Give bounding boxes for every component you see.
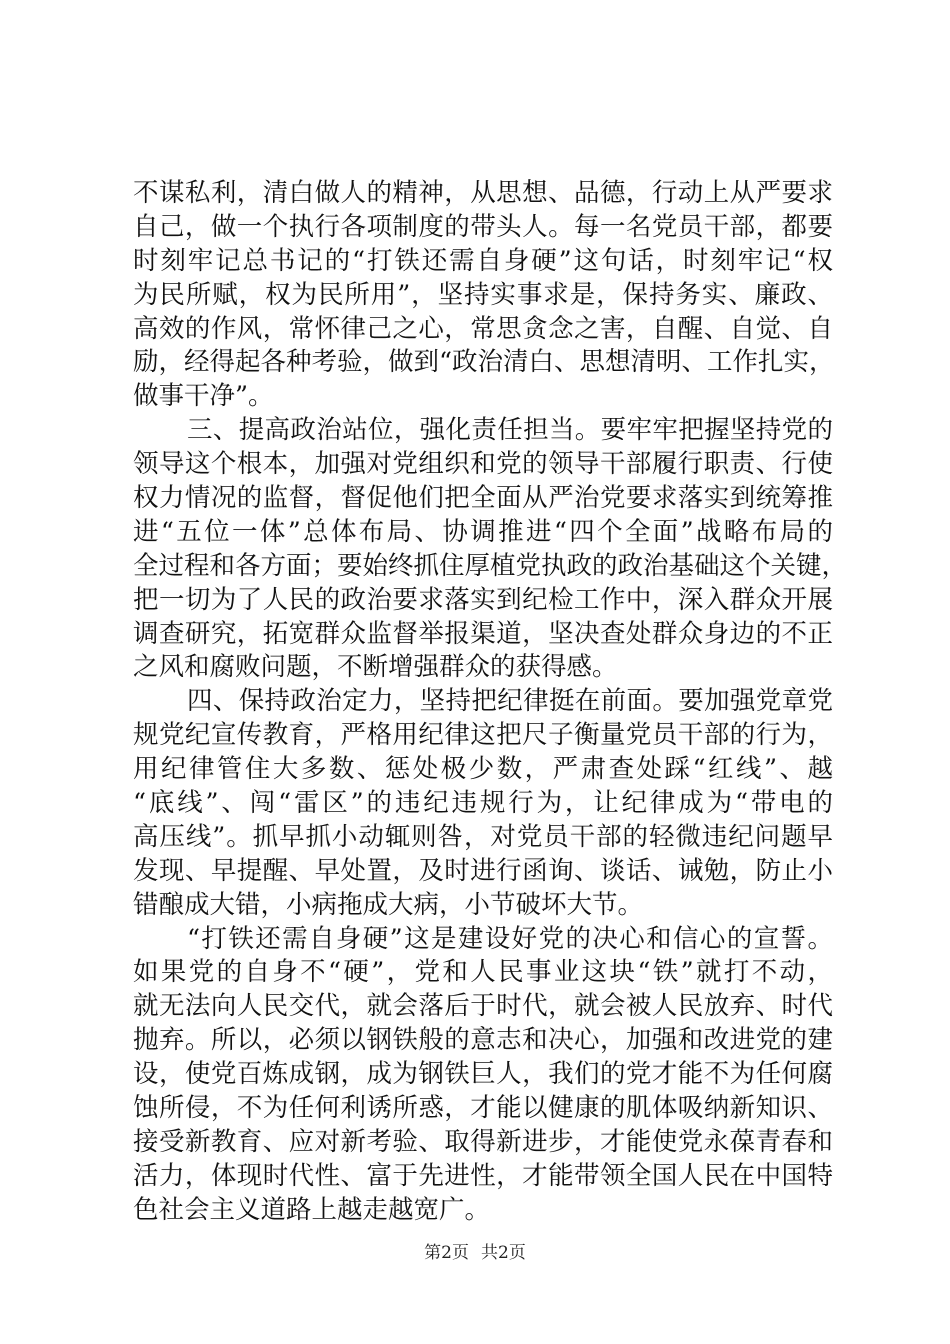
total-pages: 共2页 [481, 1243, 526, 1263]
text-line: 接受新教育、应对新考验、取得新进步，才能使党永葆青春和 [133, 1126, 833, 1157]
text-line: 错酿成大错，小病拖成大病，小节破坏大节。 [133, 889, 644, 920]
text-line: 抛弃。所以，必须以钢铁般的意志和决心，加强和改进党的建 [133, 1025, 833, 1056]
section-heading-line: 四、保持政治定力，坚持把纪律挺在前面。要加强党章党 [187, 686, 833, 717]
text-line: 把一切为了人民的政治要求落实到纪检工作中，深入群众开展 [133, 584, 833, 615]
text-line: 蚀所侵，不为任何利诱所惑，才能以健康的肌体吸纳新知识、 [133, 1093, 833, 1124]
text-line: 为民所赋，权为民所用”，坚持实事求是，保持务实、廉政、 [133, 279, 833, 310]
document-body [133, 177, 848, 1228]
text-line: 设，使党百炼成钢，成为钢铁巨人，我们的党才能不为任何腐 [133, 1059, 833, 1090]
text-line: 进“五位一体”总体布局、协调推进“四个全面”战略布局的 [133, 516, 833, 547]
section-heading-line: 三、提高政治站位，强化责任担当。要牢牢把握坚持党的 [187, 415, 833, 446]
text-line: 规党纪宣传教育，严格用纪律这把尺子衡量党员干部的行为， [133, 720, 833, 751]
text-line: 领导这个根本，加强对党组织和党的领导干部履行职责、行使 [133, 449, 833, 480]
text-line: 自己，做一个执行各项制度的带头人。每一名党员干部，都要 [133, 211, 833, 242]
text-line: “底线”、闯“雷区”的违纪违规行为，让纪律成为“带电的 [133, 788, 833, 819]
text-line: 励，经得起各种考验，做到“政治清白、思想清明、工作扎实， [133, 347, 835, 378]
page-footer [0, 1238, 950, 1263]
text-line: 权力情况的监督，督促他们把全面从严治党要求落实到统筹推 [133, 483, 833, 514]
text-line: 色社会主义道路上越走越宽广。 [133, 1194, 491, 1225]
text-line: 之风和腐败问题，不断增强群众的获得感。 [133, 652, 618, 683]
text-line: 用纪律管住大多数、惩处极少数，严肃查处踩“红线”、越 [133, 754, 833, 785]
text-line: 时刻牢记总书记的“打铁还需自身硬”这句话，时刻牢记“权 [133, 245, 833, 276]
text-line: 不谋私利，清白做人的精神，从思想、品德，行动上从严要求 [133, 178, 833, 208]
paragraph-start-line: “打铁还需自身硬”这是建设好党的决心和信心的宣誓。 [187, 923, 833, 954]
text-line: 调查研究，拓宽群众监督举报渠道，坚决查处群众身边的不正 [133, 618, 833, 649]
text-line: 做事干净”。 [133, 381, 274, 412]
page-number: 第2页 [424, 1243, 469, 1263]
text-line: 活力，体现时代性、富于先进性，才能带领全国人民在中国特 [133, 1160, 833, 1191]
text-line: 就无法向人民交代，就会落后于时代，就会被人民放弃、时代 [133, 991, 833, 1022]
text-line: 如果党的自身不“硬”，党和人民事业这块“铁”就打不动， [133, 957, 833, 988]
text-line: 高压线”。抓早抓小动辄则咎，对党员干部的轻微违纪问题早 [133, 821, 833, 852]
text-line: 高效的作风，常怀律己之心，常思贪念之害，自醒、自觉、自 [133, 313, 833, 344]
text-line: 发现、早提醒、早处置，及时进行函询、谈话、诫勉，防止小 [133, 855, 833, 886]
text-line: 全过程和各方面；要始终抓住厚植党执政的政治基础这个关键， [133, 550, 848, 581]
